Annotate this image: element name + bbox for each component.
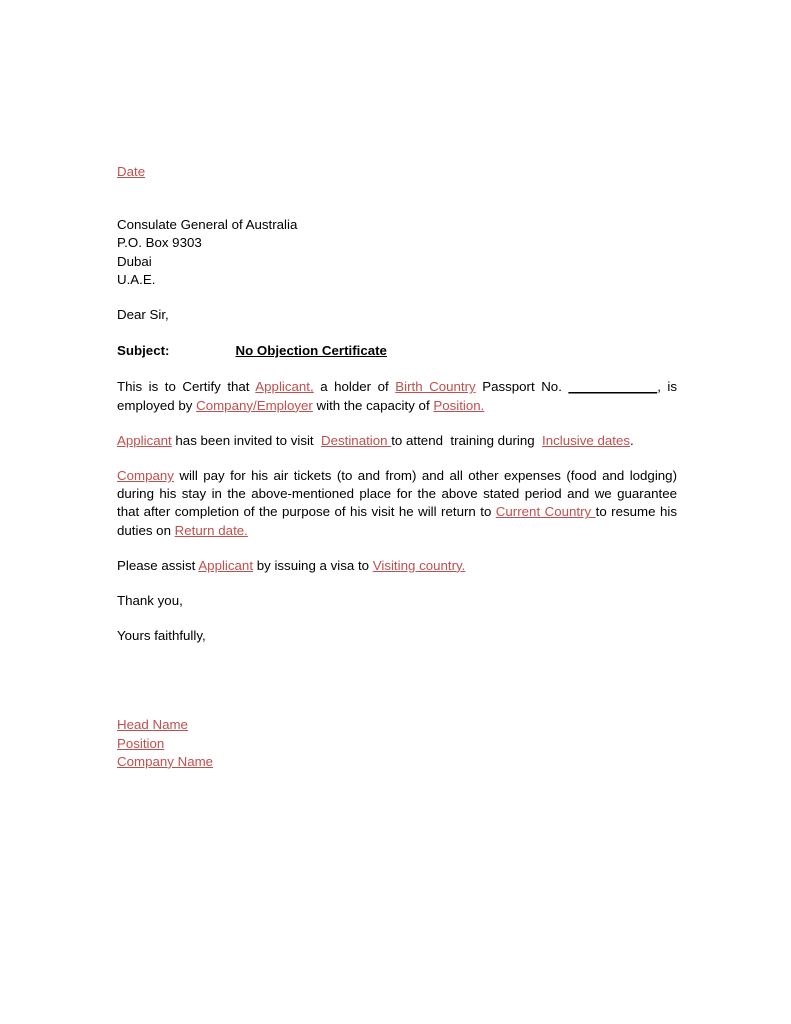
p1-text-5: with the capacity of: [312, 397, 434, 413]
p2-text-1: has been invited to visit: [171, 432, 322, 448]
p1-text-1: This is to Certify that: [117, 379, 256, 395]
field-current-country[interactable]: Current Country: [495, 504, 596, 520]
field-applicant-3[interactable]: Applicant: [198, 557, 254, 573]
p3-text-2: to resume his duties on: [117, 504, 677, 538]
spacer-after-p4: [117, 575, 677, 592]
recipient-line-3: Dubai: [117, 253, 152, 269]
field-company[interactable]: Company: [117, 468, 174, 484]
field-visiting-country[interactable]: Visiting country.: [372, 557, 466, 573]
p1-text-3: Passport No.: [475, 379, 569, 395]
spacer-after-thanks: [117, 610, 677, 627]
spacer-after-p1: [117, 415, 677, 432]
paragraph-assist: [117, 557, 677, 575]
recipient-line-1: Consulate General of Australia: [117, 217, 298, 233]
p2-text-3: .: [630, 432, 634, 448]
spacer-after-salutation: [117, 324, 677, 342]
p4-text-2: by issuing a visa to: [253, 557, 373, 573]
signature-head-name-row: [117, 716, 677, 734]
salutation: Dear Sir,: [117, 307, 169, 323]
field-destination[interactable]: Destination: [321, 432, 392, 448]
signature-company-row: [117, 753, 677, 771]
subject-label: Subject:: [117, 343, 170, 359]
field-signature-position[interactable]: Position: [117, 735, 165, 751]
paragraph-expenses: [117, 467, 677, 540]
date-field[interactable]: Date: [117, 164, 146, 179]
field-position[interactable]: Position.: [433, 397, 485, 413]
field-company-employer[interactable]: Company/Employer: [196, 397, 313, 413]
letter-body: [117, 163, 677, 771]
p1-text-4: , is employed by: [117, 379, 678, 413]
field-applicant[interactable]: Applicant,: [255, 379, 314, 395]
spacer-after-subject: [117, 360, 677, 378]
paragraph-certify: [117, 378, 677, 414]
spacer-after-address: [117, 289, 677, 306]
field-birth-country[interactable]: Birth Country: [395, 379, 476, 395]
spacer-after-p3: [117, 540, 677, 557]
subject-value: No Objection Certificate: [235, 343, 387, 359]
field-head-name[interactable]: Head Name: [117, 717, 188, 733]
spacer-after-date: [117, 181, 677, 216]
signature-block: [117, 716, 677, 771]
signature-space: [117, 645, 677, 716]
p2-text-2: to attend training during: [391, 432, 543, 448]
subject-row: [117, 342, 677, 360]
field-applicant-2[interactable]: Applicant: [117, 432, 172, 448]
closing-line: Yours faithfully,: [117, 628, 206, 644]
spacer-after-p2: [117, 450, 677, 467]
field-inclusive-dates[interactable]: Inclusive dates: [542, 432, 631, 448]
thank-you-line: Thank you,: [117, 593, 183, 609]
p1-text-2: a holder of: [313, 379, 396, 395]
passport-number-blank[interactable]: ____________: [568, 379, 658, 395]
field-return-date[interactable]: Return date.: [174, 522, 248, 538]
recipient-line-4: U.A.E.: [117, 271, 156, 287]
recipient-line-2: P.O. Box 9303: [117, 235, 202, 251]
signature-position-row: [117, 735, 677, 753]
paragraph-invitation: [117, 432, 677, 450]
date-line: [117, 163, 677, 181]
p3-text-1: will pay for his air tickets (to and from) and all other expenses (food and lodging) during his stay in the above-mentioned place for the above stated period and we guarantee that after completion of the purpose of his visit he will return to: [117, 468, 677, 520]
field-company-name[interactable]: Company Name: [117, 753, 214, 769]
recipient-address: [117, 216, 677, 289]
p4-text-1: Please assist: [117, 557, 199, 573]
